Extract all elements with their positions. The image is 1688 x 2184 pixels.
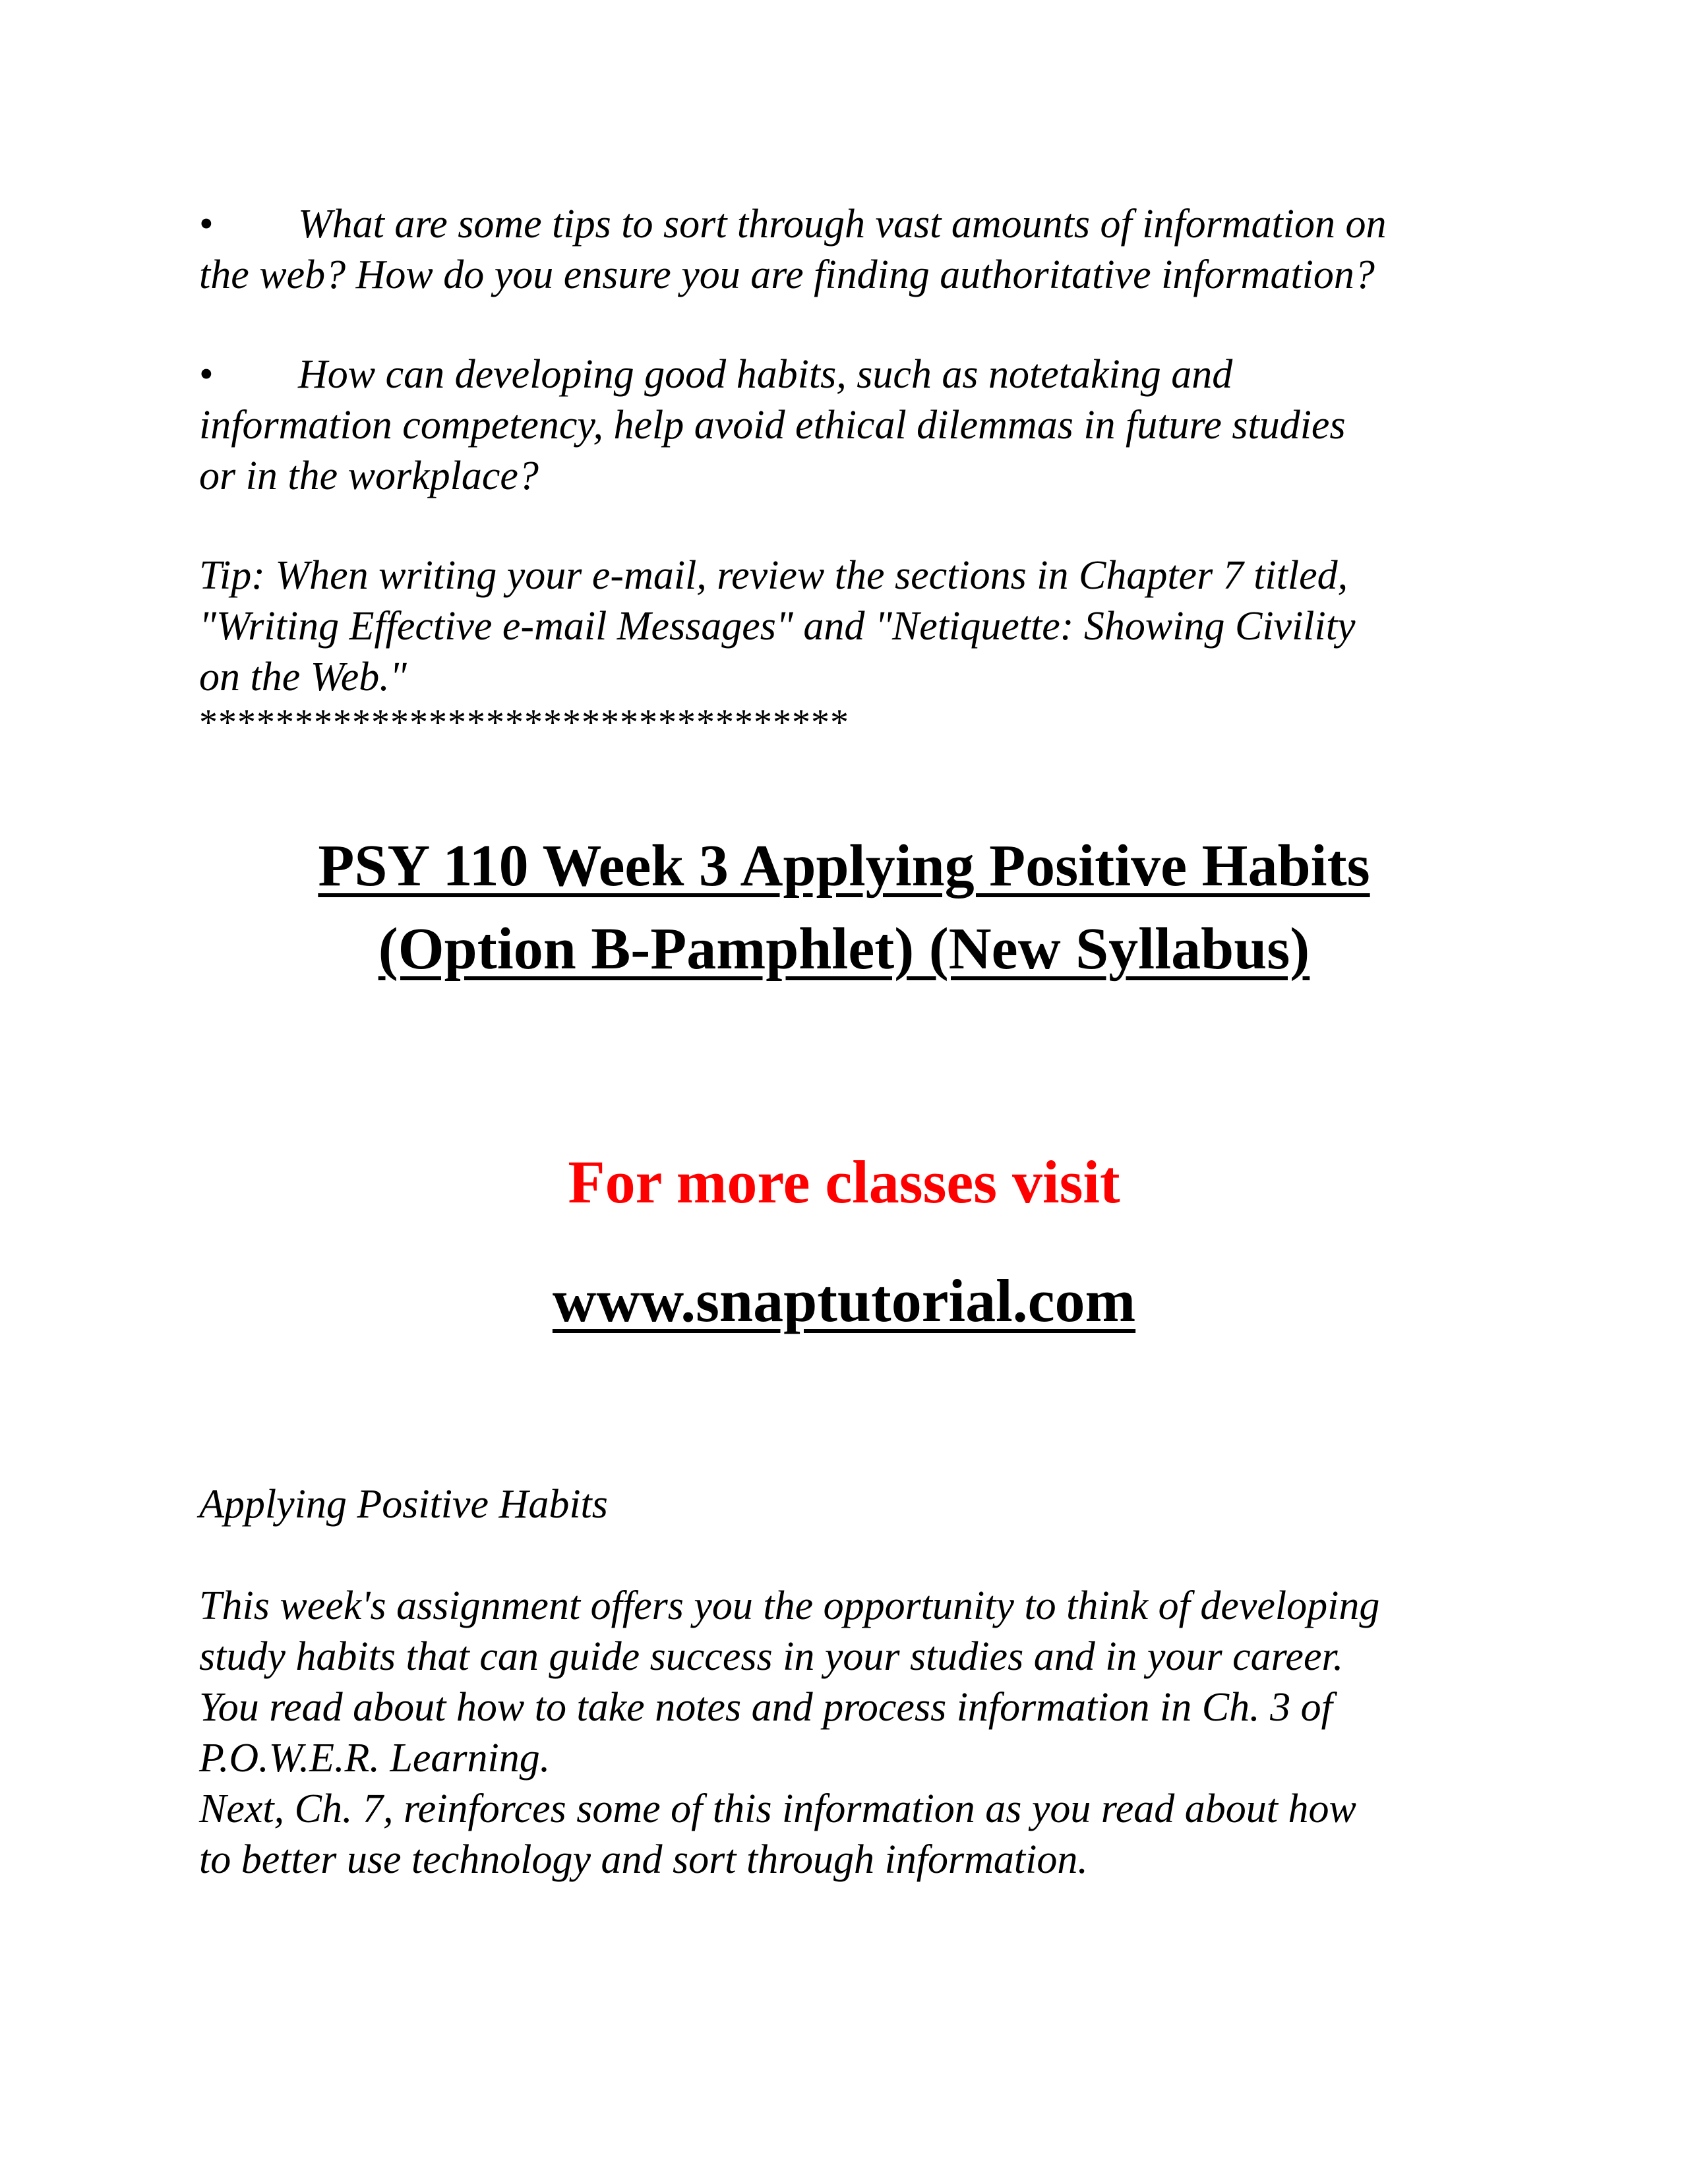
bullet-2-line-3: or in the workplace? [199,454,539,498]
separator-stars: ********************************** [199,702,849,743]
bullet-item-1 [199,199,1492,301]
promo-text: For more classes visit [568,1148,1120,1216]
bullet-1-line-2: the web? How do you ensure you are finding authoritative information? [199,252,1375,297]
body-line-6: to better use technology and sort through information. [199,1837,1088,1882]
bullet-1-symbol: • [199,202,214,247]
section-title: Applying Positive Habits [199,1482,608,1527]
tip-line-3: on the Web." [199,655,407,699]
body-line-5: Next, Ch. 7, reinforces some of this information as you read about how [199,1786,1356,1831]
bullet-item-2 [199,349,1492,502]
page-title-line-2: (Option B-Pamphlet) (New Syllabus) [378,916,1310,982]
body-paragraph [199,1581,1492,1885]
body-line-3: You read about how to take notes and process information in Ch. 3 of [199,1685,1333,1730]
bullet-2-symbol: • [199,352,214,397]
site-link[interactable]: www.snaptutorial.com [552,1267,1136,1334]
bullet-1-line-1 [199,199,1492,250]
tip-line-1: Tip: When writing your e-mail, review the sections in Chapter 7 titled, [199,553,1348,598]
bullet-2-line-1 [199,349,1492,400]
tip-line-2: "Writing Effective e-mail Messages" and "Netiquette: Showing Civility [199,604,1356,649]
body-line-4: P.O.W.E.R. Learning. [199,1736,551,1781]
tip-paragraph [199,550,1492,703]
bullet-1-text-1: What are some tips to sort through vast amounts of information on [298,202,1387,247]
body-line-1: This week's assignment offers you the opportunity to think of developing [199,1583,1380,1628]
bullet-2-line-2: information competency, help avoid ethical dilemmas in future studies [199,403,1346,448]
body-line-2: study habits that can guide success in your studies and in your career. [199,1634,1344,1679]
page-title-line-1: PSY 110 Week 3 Applying Positive Habits [318,833,1370,899]
bullet-2-text-1: How can developing good habits, such as notetaking and [298,352,1233,397]
